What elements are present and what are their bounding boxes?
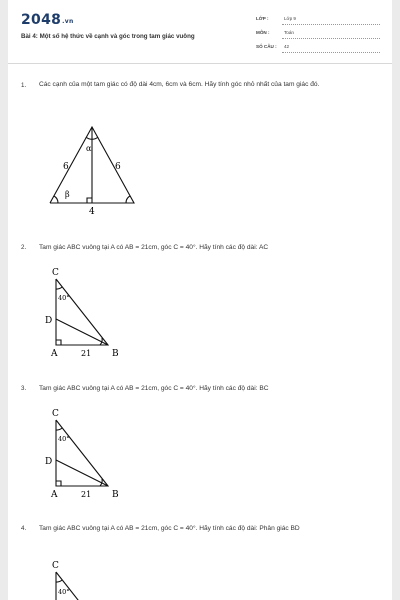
label-ab: 21	[81, 349, 92, 358]
question-text: Tam giác ABC vuông tại A có AB = 21cm, góc C = 40°. Hãy tính các độ dài: BC	[39, 385, 269, 392]
meta-subject-value: Toán	[284, 30, 294, 35]
meta-underline	[282, 52, 380, 53]
label-b: B	[112, 349, 119, 359]
label-angle: 40°	[58, 435, 70, 443]
site-logo[interactable]: 2048.vn	[21, 12, 74, 28]
label-angle: 40°	[58, 588, 70, 596]
label-a: A	[51, 490, 58, 500]
label-c: C	[52, 268, 59, 278]
meta-subject	[256, 28, 380, 41]
label-c: C	[52, 561, 59, 571]
question-text: Tam giác ABC vuông tại A có AB = 21cm, góc C = 40°. Hãy tính các độ dài: AC	[39, 244, 269, 251]
isosceles-triangle-figure	[42, 125, 142, 220]
label-c: C	[52, 409, 59, 419]
meta-underline	[282, 24, 380, 25]
label-beta: β	[65, 190, 70, 199]
question-number: 4.	[21, 525, 27, 532]
question-number: 2.	[21, 244, 27, 251]
meta-grade-value: Lớp 9	[284, 16, 296, 21]
question-text: Các cạnh của một tam giác có độ dài 4cm, 6cm và 6cm. Hãy tính góc nhỏ nhất của tam giác đó.	[39, 81, 320, 88]
right-triangle-figure	[42, 265, 132, 360]
meta-count	[256, 42, 380, 55]
worksheet-header	[8, 0, 392, 62]
question-number: 1.	[21, 82, 27, 89]
label-base: 4	[89, 207, 95, 217]
label-d: D	[45, 457, 53, 467]
label-left-side: 6	[63, 162, 69, 172]
label-angle: 40°	[58, 294, 70, 302]
logo-suffix: .vn	[62, 18, 74, 25]
question-text: Tam giác ABC vuông tại A có AB = 21cm, góc C = 40°. Hãy tính các độ dài: Phân giác BD	[39, 525, 300, 532]
meta-grade	[256, 14, 380, 27]
label-alpha: α	[86, 144, 92, 153]
lesson-title: Bài 4: Một số hệ thức về cạnh và góc trong tam giác vuông	[21, 33, 195, 40]
meta-subject-label: MÔN :	[256, 30, 270, 35]
question-number: 3.	[21, 385, 27, 392]
label-b: B	[112, 490, 119, 500]
label-d: D	[45, 316, 53, 326]
meta-underline	[282, 38, 380, 39]
meta-count-value: 42	[284, 44, 290, 49]
label-right-side: 6	[115, 162, 121, 172]
right-triangle-figure	[42, 558, 132, 600]
worksheet-page	[8, 0, 392, 600]
meta-grade-label: LỚP :	[256, 16, 269, 21]
label-a: A	[51, 349, 58, 359]
label-ab: 21	[81, 490, 92, 499]
header-divider	[8, 63, 392, 64]
right-triangle-figure	[42, 406, 132, 501]
meta-count-label: SỐ CÂU :	[256, 44, 277, 49]
